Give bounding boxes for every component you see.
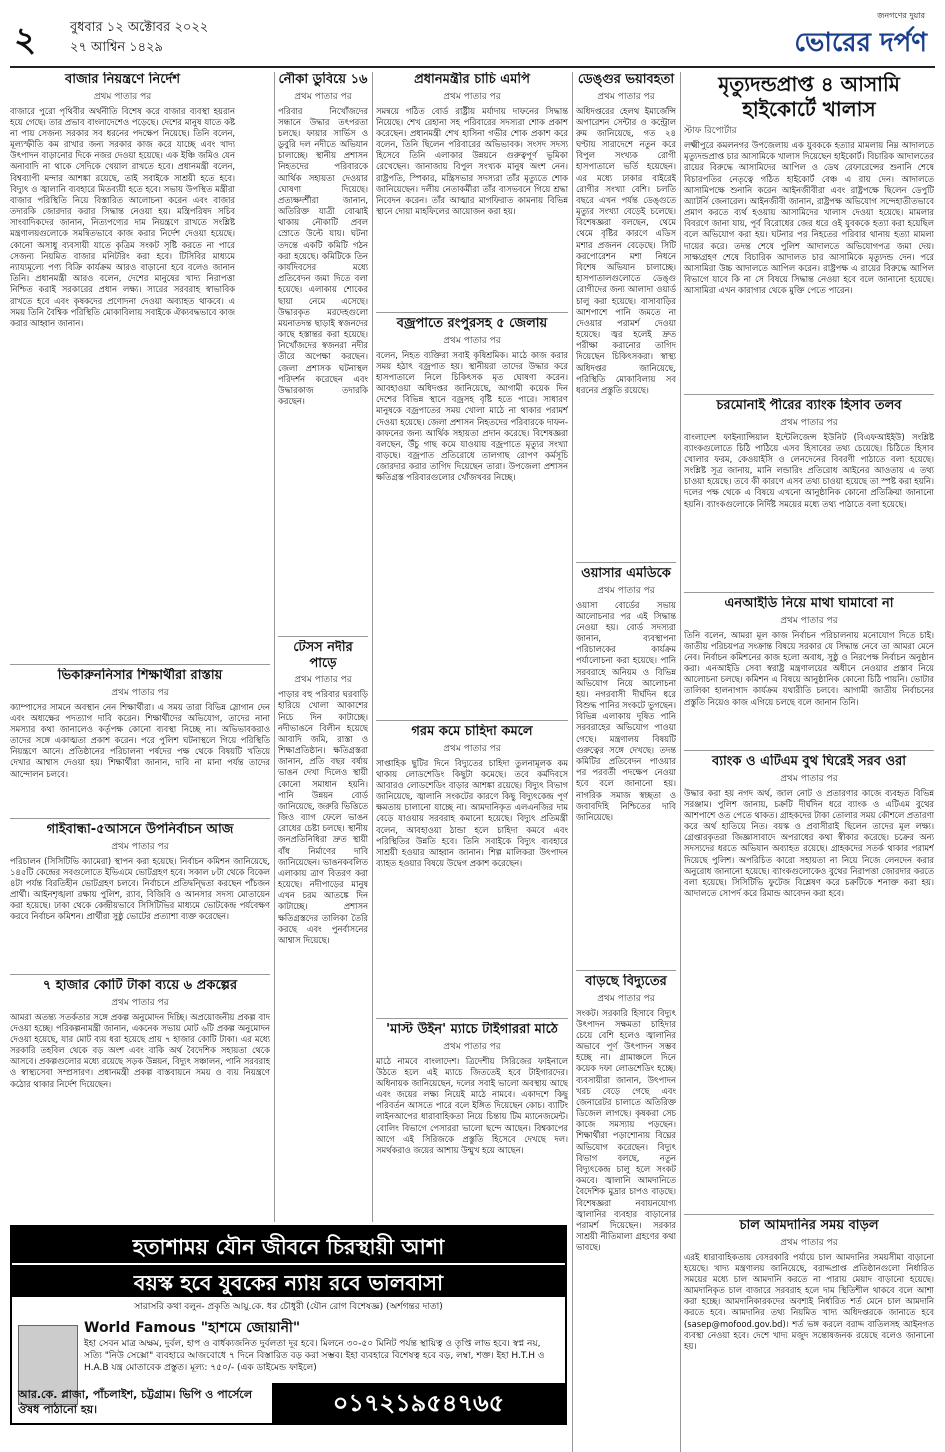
article-title: এনআইডি নিয়ে মাথা ঘামাবো না: [724, 596, 894, 611]
article-subtitle: প্রথম পাতার পর: [597, 91, 655, 102]
article-title: গরম কমে চাহিদা কমলে: [411, 724, 533, 739]
article-subtitle: প্রথম পাতার পর: [780, 615, 838, 626]
article-subtitle: স্টাফ রিপোর্টার: [684, 126, 737, 136]
article-subtitle: প্রথম পাতার পর: [443, 743, 501, 754]
article-body: সাপ্তাহিক ছুটির দিনে বিদ্যুতের চাহিদা তুলনামূলক কম থাকায় লোডশেডিং কিছুটা কমেছে। তবে কর্মদিবসে আবারও লোডশেডিং বাড়ার আশঙ্কা রয়েছে। বিদ্যুৎ বিভাগ জানিয়েছে, জ্বালানি সংকটের কারণে কিছু বিদ্যুৎকেন্দ্র পূর্ণ ক্ষমতায় চালানো যাচ্ছে না। আমদানিকৃত এলএনজির দাম বেড়ে যাওয়ায় সরবরাহ কমানো হয়েছে। বিদ্যুৎ প্রতিমন্ত্রী বলেন, আবহাওয়া ঠান্ডা হলে চাহিদা কমবে এবং পরিস্থিতির উন্নতি হবে। তিনি সবাইকে বিদ্যুৎ ব্যবহারে সাশ্রয়ী হওয়ার আহ্বান জানান। শিল্প মালিকরা উৎপাদন ব্যাহত হওয়ার বিষয়ে উদ্বেগ প্রকাশ করেছেন।: [376, 757, 568, 869]
article-subtitle: প্রথম পাতার পর: [294, 91, 352, 102]
article-subtitle: প্রথম পাতার পর: [780, 773, 838, 784]
article-subtitle: প্রথম পাতার পর: [443, 335, 501, 346]
article-subtitle: প্রথম পাতার পর: [780, 1237, 838, 1248]
article-bank: [684, 754, 934, 1210]
ad-phone: ০১৭২১৯৫৪৭৬৫: [272, 1383, 565, 1423]
article-body: ওয়াসা বোর্ডের সভায় আলোচনার পর এই সিদ্ধান্ত নেওয়া হয়। বোর্ড সদস্যরা জানান, ব্যবস্থাপনা পরিচালকের কার্যক্রম পর্যালোচনা করা হয়েছে। পানি সরবরাহে অনিয়ম ও বিভিন্ন অভিযোগ নিয়ে আলোচনা হয়। নগরবাসী দীর্ঘদিন ধরে বিশুদ্ধ পানির সংকটে ভুগছেন। বিভিন্ন এলাকায় দূষিত পানি সরবরাহের অভিযোগ পাওয়া গেছে। মন্ত্রণালয় বিষয়টি গুরুত্বের সঙ্গে দেখছে। তদন্ত কমিটির প্রতিবেদন পাওয়ার পর পরবর্তী পদক্ষেপ নেওয়া হবে বলে জানানো হয়। নাগরিক সমাজ স্বচ্ছতা ও জবাবদিহি নিশ্চিতের দাবি জানিয়েছে।: [576, 599, 676, 822]
article-nid: [684, 596, 934, 746]
article-title: গাইবান্ধা-৫আসনে উপনির্বাচন আজ: [46, 822, 234, 837]
article-pm: [376, 72, 568, 308]
article-title: ওয়াসার এমডিকে: [581, 566, 671, 581]
article-garom: [376, 724, 568, 1014]
article-title: ৭ হাজার কোটি টাকা ব্যয়ে ৬ প্রকল্পের: [42, 978, 238, 993]
newspaper-logo: ভোরের দর্পণ: [794, 28, 927, 58]
ad-headline-2: বয়স্ক হবে যুবকের ন্যায় রবে ভালবাসা: [12, 1263, 565, 1297]
article-bazar: [10, 72, 235, 664]
article-title: বাজার নিয়ন্ত্রণে নির্দেশ: [64, 72, 181, 87]
ad-body: [84, 1319, 554, 1374]
article-gaibandha: [10, 822, 270, 972]
article-title: 'মাস্ট উইন' ম্যাচে টাইগাররা মাঠে: [386, 1022, 558, 1037]
article-title: ব্যাংক ও এটিএম বুথ ঘিরেই সরব ওরা: [712, 754, 906, 769]
ad-address: আর.কে. প্লাজা, পাঁচলাইশ, চট্টগ্রাম। ভিপি ও পার্সেলে ঔষধ পাঠানো হয়।: [18, 1388, 253, 1417]
article-title: বাড়ছে বিদ্যুতের: [585, 974, 667, 989]
article-subtitle: প্রথম পাতার পর: [780, 417, 838, 428]
article-body: বলেন, নিহত ব্যক্তিরা সবাই কৃষিশ্রমিক। মাঠে কাজ করার সময় হঠাৎ বজ্রপাত হয়। স্থানীয়রা তাদের উদ্ধার করে হাসপাতালে নিলে চিকিৎসক মৃত ঘোষণা করেন। আবহাওয়া অধিদপ্তর জানিয়েছে, আগামী কয়েক দিন দেশের বিভিন্ন স্থানে বজ্রসহ বৃষ্টি হতে পারে। সাধারণ মানুষকে বজ্রপাতের সময় খোলা মাঠে না থাকার পরামর্শ দেওয়া হয়েছে। জেলা প্রশাসন নিহতদের পরিবারকে দাফন-কাফনের জন্য আর্থিক সহায়তা প্রদান করেছে। বিশেষজ্ঞরা বলছেন, উঁচু গাছ কমে যাওয়ায় বজ্রপাতে মৃত্যুর সংখ্যা বাড়ছে। বজ্রপাত প্রতিরোধে তালগাছ রোপণ কর্মসূচি জোরদার করার তাগিদ দিয়েছেন তারা। উপজেলা প্রশাসন ক্ষতিগ্রস্ত পরিবারগুলোর খোঁজখবর নিচ্ছে।: [376, 349, 568, 483]
article-body: অধিদপ্তরের হেলথ ইমার্জেন্সি অপারেশন সেন্টার ও কন্ট্রোল রুম জানিয়েছে, গত ২৪ ঘণ্টায় সারাদেশে নতুন করে বিপুল সংখ্যক রোগী হাসপাতালে ভর্তি হয়েছেন। এর মধ্যে ঢাকার বাইরেই রোগীর সংখ্যা বেশি। চলতি বছরে এখন পর্যন্ত ডেঙ্গুতে মৃত্যুর সংখ্যা বেড়েই চলেছে। বিশেষজ্ঞরা বলছেন, থেমে থেমে বৃষ্টির কারণে এডিস মশার প্রজনন বেড়েছে। সিটি করপোরেশন মশা নিধনে বিশেষ অভিযান চালাচ্ছে। হাসপাতালগুলোতে ডেঙ্গু রোগীদের জন্য আলাদা ওয়ার্ড চালু করা হয়েছে। বাসাবাড়ির আশপাশে পানি জমতে না দেওয়ার পরামর্শ দেওয়া হয়েছে। জ্বর হলেই দ্রুত পরীক্ষা করানোর তাগিদ দিয়েছেন চিকিৎসকরা। স্বাস্থ্য অধিদপ্তর জানিয়েছে, পরিস্থিতি মোকাবিলায় সব ধরনের প্রস্তুতি রয়েছে।: [576, 105, 676, 395]
page-number: ২: [14, 20, 37, 60]
article-title: ডেঙ্গুর ভয়াবহতা: [577, 72, 675, 87]
date-bengali: ২৭ আশ্বিন ১৪২৯: [70, 40, 163, 55]
article-title: ভিকারুননিসার শিক্ষার্থীরা রাস্তায়: [57, 668, 223, 683]
ad-tagline: সারাসরি কথা বলুন- প্রকৃতি আয়ু.কে. ধর চৌধুরী (যৌন রোগ বিশেষজ্ঞ) (অর্শগন্তর দাতা): [134, 1302, 443, 1312]
article-biddut: [576, 974, 676, 1444]
article-bhikkhuk: [10, 668, 270, 816]
article-body: পরিবার নিখোঁজদের সন্ধানে উদ্ধার তৎপরতা চলছে। ফায়ার সার্ভিস ও ডুবুরি দল নদীতে অভিযান চালাচ্ছে। স্থানীয় প্রশাসন নিহতদের পরিবারকে আর্থিক সহায়তা দেওয়ার ঘোষণা দিয়েছে। প্রত্যক্ষদর্শীরা জানান, অতিরিক্ত যাত্রী বোঝাই থাকায় নৌকাটি প্রবল স্রোতে উল্টে যায়। ঘটনা তদন্তে একটি কমিটি গঠন করা হয়েছে। কমিটিকে তিন কার্যদিবসের মধ্যে প্রতিবেদন জমা দিতে বলা হয়েছে। এলাকায় শোকের ছায়া নেমে এসেছে। উদ্ধারকৃত মরদেহগুলো ময়নাতদন্ত ছাড়াই স্বজনদের কাছে হস্তান্তর করা হয়েছে। নিখোঁজদের স্বজনরা নদীর তীরে অপেক্ষা করছেন। জেলা প্রশাসক ঘটনাস্থল পরিদর্শন করেছেন এবং উদ্ধারকাজ তদারকি করছেন।: [278, 105, 368, 407]
article-body: তিনি বলেন, আমরা মূল কাজ নির্বাচন পরিচালনায় মনোযোগ দিতে চাই। জাতীয় পরিচয়পত্র সংক্রান্ত বিষয়ে সরকার যে সিদ্ধান্ত নেবে তা আমরা মেনে নেব। নির্বাচন কমিশনের কাজ হলো অবাধ, সুষ্ঠু ও নিরপেক্ষ নির্বাচন অনুষ্ঠান করা। এনআইডি সেবা স্বরাষ্ট্র মন্ত্রণালয়ের অধীনে নেওয়ার প্রস্তাব নিয়ে আলোচনা চলছে। কমিশন এ বিষয়ে আনুষ্ঠানিক কোনো চিঠি পায়নি। ভোটার তালিকা হালনাগাদ কার্যক্রম যথারীতি চলবে। আগামী জাতীয় নির্বাচনের প্রস্তুতি নিয়েও কাজ এগিয়ে চলছে বলে জানান তিনি।: [684, 629, 934, 707]
article-subtitle: প্রথম পাতার পর: [111, 841, 169, 852]
article-title: চরমোনাই পীরের ব্যাংক হিসাব তলব: [716, 398, 902, 413]
article-wasa: [576, 566, 676, 966]
article-chal: [684, 1218, 934, 1444]
article-body: পাড়ার বহু পরিবার ঘরবাড়ি হারিয়ে খোলা আকাশের নিচে দিন কাটাচ্ছে। নদীভাঙনে বিলীন হয়েছে আবাদি জমি, রাস্তা ও শিক্ষাপ্রতিষ্ঠান। ক্ষতিগ্রস্তরা জানান, প্রতি বছর বর্ষায় ভাঙন দেখা দিলেও স্থায়ী কোনো সমাধান হয়নি। পানি উন্নয়ন বোর্ড জানিয়েছে, জরুরি ভিত্তিতে জিও ব্যাগ ফেলে ভাঙন রোধের চেষ্টা চলছে। স্থানীয় জনপ্রতিনিধিরা দ্রুত স্থায়ী বাঁধ নির্মাণের দাবি জানিয়েছেন। ভাঙনকবলিত এলাকায় ত্রাণ বিতরণ করা হয়েছে। নদীপাড়ের মানুষ এখন চরম আতঙ্কে দিন কাটাচ্ছে। প্রশাসন ক্ষতিগ্রস্তদের তালিকা তৈরি করছে এবং পুনর্বাসনের আশ্বাস দিয়েছে।: [278, 689, 368, 945]
date-gregorian: বুধবার ১২ অক্টোবর ২০২২: [70, 20, 209, 35]
article-subtitle: প্রথম পাতার পর: [93, 91, 152, 102]
ad-product-title: World Famous "হাশমে জোয়ানী": [84, 1320, 301, 1336]
article-body: বাংলাদেশ ফাইন্যান্সিয়াল ইন্টেলিজেন্স ইউনিট (বিএফআইইউ) সংশ্লিষ্ট ব্যাংকগুলোতে চিঠি পাঠিয়ে এসব হিসাবের তথ্য চেয়েছে। চিঠিতে হিসাব খোলার ফরম, কেওয়াইসি ও লেনদেনের বিবরণী পাঠাতে বলা হয়েছে। সংশ্লিষ্ট সূত্র জানায়, মানি লন্ডারিং প্রতিরোধ আইনের আওতায় এ তথ্য চাওয়া হয়েছে। তবে কী কারণে এসব তথ্য চাওয়া হয়েছে তা স্পষ্ট করা হয়নি। দলের পক্ষ থেকে এ বিষয়ে এখনো আনুষ্ঠানিক কোনো প্রতিক্রিয়া জানানো হয়নি। ব্যাংকগুলোকে নির্দিষ্ট সময়ের মধ্যে তথ্য পাঠাতে বলা হয়েছে।: [684, 431, 934, 509]
article-body: বাজারে পুরো পৃথিবীর অর্থনীতি বিশেষ করে বাজার ব্যবস্থা হয়রান হয়ে গেছে। তার প্রভাব বাংলাদেশেও পড়েছে। দেশের মানুষ যাতে কষ্ট না পায় সেজন্য সরকার সব ধরনের পদক্ষেপ নিয়েছে। তিনি বলেন, মূল্যস্ফীতি কম রাখার জন্য সরকার কাজ করে যাচ্ছে এবং খাদ্য উৎপাদন বাড়ানোর দিকে নজর দেওয়া হয়েছে। এক ইঞ্চি জমিও যেন অনাবাদি না থাকে সেদিকে খেয়াল রাখতে হবে। প্রধানমন্ত্রী বলেন, বিশ্বব্যাপী মন্দার আশঙ্কা রয়েছে, তাই সবাইকে সাশ্রয়ী হতে হবে। বিদ্যুৎ ও জ্বালানি ব্যবহারে মিতব্যয়ী হতে হবে। সভায় উপস্থিত মন্ত্রীরা বাজার পরিস্থিতি নিয়ে বিস্তারিত আলোচনা করেন এবং বাজার তদারকি জোরদার করার সিদ্ধান্ত নেওয়া হয়। মন্ত্রিপরিষদ সচিব সাংবাদিকদের জানান, নিত্যপণ্যের দাম নিয়ন্ত্রণে রাখতে সংশ্লিষ্ট মন্ত্রণালয়গুলোকে সমন্বিতভাবে কাজ করার নির্দেশ দেওয়া হয়েছে। কোনো অসাধু ব্যবসায়ী যাতে কৃত্রিম সংকট সৃষ্টি করতে না পারে সেজন্য নিয়মিত বাজার মনিটরিং করা হবে। টিসিবির মাধ্যমে ন্যায্যমূল্যে পণ্য বিক্রি কার্যক্রম আরও বাড়ানো হবে বলেও জানান তিনি। প্রধানমন্ত্রী আরও বলেন, দেশের মানুষের খাদ্য নিরাপত্তা নিশ্চিত করাই সরকারের প্রধান লক্ষ্য। সারের সরবরাহ স্বাভাবিক রাখতে হবে এবং কৃষকদের প্রণোদনা দেওয়া অব্যাহত থাকবে। এ সময় তিনি বৈশ্বিক পরিস্থিতি মোকাবিলায় সবাইকে ঐক্যবদ্ধভাবে কাজ করার আহ্বান জানান।: [10, 105, 235, 328]
article-saat: [10, 978, 270, 1220]
article-mrittu: [684, 72, 934, 390]
article-subtitle: প্রথম পাতার পর: [597, 585, 655, 596]
ad-footer: [12, 1383, 565, 1423]
article-nouka: [278, 72, 368, 632]
article-body: এরই ধারাবাহিকতায় বেসরকারি পর্যায়ে চাল আমদানির সময়সীমা বাড়ানো হয়েছে। খাদ্য মন্ত্রণালয় জানিয়েছে, বরাদ্দপ্রাপ্ত প্রতিষ্ঠানগুলো নির্ধারিত সময়ের মধ্যে চাল আমদানি করতে না পারায় মেয়াদ বাড়ানো হয়েছে। আমদানিকৃত চাল বাজারে সরবরাহ হলে দাম স্থিতিশীল থাকবে বলে আশা করা হচ্ছে। আমদানিকারকদের অবশ্যই নির্ধারিত শর্ত মেনে চাল আমদানি করতে হবে। আমদানির তথ্য নিয়মিত খাদ্য অধিদপ্তরকে জানাতে হবে (sasep@mofood.gov.bd)। শর্ত ভঙ্গ করলে বরাদ্দ বাতিলসহ আইনগত ব্যবস্থা নেওয়া হবে। দেশে খাদ্য মজুদ সন্তোষজনক রয়েছে বলেও জানানো হয়।: [684, 1251, 934, 1351]
article-title: নৌকা ডুবিয়ে ১৬: [278, 72, 368, 87]
article-teesta: [278, 640, 368, 1220]
article-bajrapat: [376, 316, 568, 716]
article-title: প্রধানমন্ত্রীর চাচি এমপি: [414, 72, 530, 87]
article-title: মৃত্যুদন্ডপ্রাপ্ত ৪ আসামি হাইকোর্টে খালাস: [718, 72, 900, 121]
brand-tagline: জনগণের দুয়ার: [877, 11, 925, 20]
article-body: সমন্বয়ে গঠিত বোর্ড রাষ্ট্রীয় মর্যাদায় দাফনের সিদ্ধান্ত নিয়েছে। শেখ রেহানা সহ পরিবারের সদস্যরা শোক প্রকাশ করেছেন। প্রধানমন্ত্রী শেখ হাসিনা গভীর শোক প্রকাশ করে বলেন, তিনি ছিলেন পরিবারের অভিভাবক। সংসদ সদস্য হিসেবে তিনি এলাকার উন্নয়নে গুরুত্বপূর্ণ ভূমিকা রেখেছেন। জানাজায় বিপুল সংখ্যক মানুষ অংশ নেন। রাষ্ট্রপতি, স্পিকার, মন্ত্রিসভার সদস্যরা তাঁর মৃত্যুতে শোক জানিয়েছেন। দলীয় নেতাকর্মীরা তাঁর বাসভবনে গিয়ে শ্রদ্ধা নিবেদন করেন। তাঁর আত্মার মাগফিরাত কামনায় বিভিন্ন স্থানে দোয়া মাহফিলের আয়োজন করা হয়।: [376, 105, 568, 217]
article-title: বজ্রপাতে রংপুরসহ ৫ জেলায়: [396, 316, 548, 331]
article-dengue: [576, 72, 676, 558]
article-cricket: [376, 1022, 568, 1220]
article-charmonai: [684, 398, 934, 588]
article-body: সংকট। সরকারি হিসাবে বিদ্যুৎ উৎপাদন সক্ষমতা চাহিদার চেয়ে বেশি হলেও জ্বালানির অভাবে পূর্ণ উৎপাদন সম্ভব হচ্ছে না। গ্রামাঞ্চলে দিনে কয়েক দফা লোডশেডিং হচ্ছে। ব্যবসায়ীরা জানান, উৎপাদন খরচ বেড়ে গেছে এবং জেনারেটর চালাতে অতিরিক্ত ডিজেল লাগছে। কৃষকরা সেচ কাজে সমস্যায় পড়ছেন। শিক্ষার্থীরা পড়াশোনায় বিঘ্নের অভিযোগ করেছেন। বিদ্যুৎ বিভাগ বলছে, নতুন বিদ্যুৎকেন্দ্র চালু হলে সংকট কমবে। জ্বালানি আমদানিতে বৈদেশিক মুদ্রার চাপও বাড়ছে। বিশেষজ্ঞরা নবায়নযোগ্য জ্বালানির ব্যবহার বাড়ানোর পরামর্শ দিয়েছেন। সরকার সাশ্রয়ী নীতিমালা গ্রহণের কথা ভাবছে।: [576, 1007, 676, 1253]
article-body: লক্ষ্মীপুরে কমলনগর উপজেলায় এক যুবককে হত্যার মামলায় নিম্ন আদালতে মৃত্যুদন্ডপ্রাপ্ত চার আসামিকে খালাস দিয়েছেন হাইকোর্ট। বিচারিক আদালতের রায়ের বিরুদ্ধে আসামিদের আপিল ও ডেথ রেফারেন্সের শুনানি শেষে বিচারপতির নেতৃত্বে গঠিত হাইকোর্ট বেঞ্চ এ রায় দেন। আদালতে আসামিপক্ষে শুনানি করেন আইনজীবীরা এবং রাষ্ট্রপক্ষে ছিলেন ডেপুটি অ্যাটর্নি জেনারেল। আইনজীবী জানান, রাষ্ট্রপক্ষ অভিযোগ সন্দেহাতীতভাবে প্রমাণ করতে ব্যর্থ হওয়ায় আসামিদের খালাস দেওয়া হয়েছে। মামলার বিবরণে জানা যায়, পূর্ব বিরোধের জের ধরে ওই যুবককে হত্যা করা হয়েছিল বলে অভিযোগ করা হয়। ঘটনার পর নিহতের পরিবার থানায় হত্যা মামলা দায়ের করে। তদন্ত শেষে পুলিশ আদালতে অভিযোগপত্র জমা দেয়। সাক্ষ্যগ্রহণ শেষে বিচারিক আদালত চার আসামিকে মৃত্যুদন্ড দেন। পরে আসামিরা উচ্চ আদালতে আপিল করেন। রাষ্ট্রপক্ষ এ রায়ের বিরুদ্ধে আপিল বিভাগে যাবে কি না সে বিষয়ে সিদ্ধান্ত নেওয়া হবে বলে জানানো হয়েছে। আসামিরা এখন কারাগার থেকে মুক্তি পেতে পারেন।: [684, 140, 934, 296]
article-body: ক্যাম্পাসের সামনে অবস্থান নেন শিক্ষার্থীরা। এ সময় তারা বিভিন্ন স্লোগান দেন এবং অধ্যক্ষের পদত্যাগ দাবি করেন। শিক্ষার্থীদের অভিযোগ, তাদের নানা সমস্যার কথা জানালেও কর্তৃপক্ষ কোনো ব্যবস্থা নিচ্ছে না। অভিভাবকরাও তাদের সঙ্গে একাত্মতা প্রকাশ করেন। পরে পুলিশ ঘটনাস্থলে গিয়ে পরিস্থিতি নিয়ন্ত্রণে আনে। প্রতিষ্ঠানের পরিচালনা পর্ষদের পক্ষ থেকে বিষয়টি খতিয়ে দেখার আশ্বাস দেওয়া হয়। শিক্ষার্থীরা জানান, দাবি না মানা পর্যন্ত তাদের আন্দোলন চলবে।: [10, 701, 270, 779]
article-subtitle: প্রথম পাতার পর: [111, 687, 169, 698]
article-subtitle: প্রথম পাতার পর: [443, 1041, 501, 1052]
article-title: চাল আমদানির সময় বাড়ল: [739, 1218, 879, 1233]
article-body: উদ্ধার করা হয় নগদ অর্থ, জাল নোট ও প্রতারণার কাজে ব্যবহৃত বিভিন্ন সরঞ্জাম। পুলিশ জানায়, চক্রটি দীর্ঘদিন ধরে ব্যাংক ও এটিএম বুথের আশপাশে ওত পেতে থাকত। গ্রাহকদের টাকা তোলার সময় কৌশলে প্রতারণা করে অর্থ হাতিয়ে নিত। বয়স্ক ও প্রবাসীরাই ছিলেন তাদের মূল লক্ষ্য। গ্রেপ্তারকৃতরা জিজ্ঞাসাবাদে অপরাধের কথা স্বীকার করেছে। চক্রের অন্য সদস্যদের ধরতে অভিযান অব্যাহত রয়েছে। গ্রাহকদের সতর্ক থাকার পরামর্শ দিয়েছে পুলিশ। অপরিচিত কারো সহায়তা না নিয়ে নিজে লেনদেন করার অনুরোধ জানানো হয়েছে। ব্যাংকগুলোকেও বুথের নিরাপত্তা জোরদার করতে বলা হয়েছে। সিসিটিভি ফুটেজ বিশ্লেষণ করে চক্রটিকে শনাক্ত করা হয়। আদালতে সোপর্দ করে রিমান্ড আবেদন করা হবে।: [684, 787, 934, 899]
article-body: মাঠে নামবে বাংলাদেশ। ত্রিদেশীয় সিরিজের ফাইনালে উঠতে হলে এই ম্যাচে জিততেই হবে টাইগারদের। অধিনায়ক জানিয়েছেন, দলের সবাই ভালো অবস্থায় আছে এবং জয়ের লক্ষ্য নিয়েই মাঠে নামবে। একাদশে কিছু পরিবর্তন আসতে পারে বলে ইঙ্গিত দিয়েছেন কোচ। ব্যাটিং লাইনআপের ধারাবাহিকতা নিয়ে চিন্তায় টিম ম্যানেজমেন্ট। বোলিং বিভাগে পেসাররা ভালো ছন্দে আছেন। বিশ্বকাপের আগে এই সিরিজকে প্রস্তুতি হিসেবে দেখছে দল। সমর্থকরাও জয়ের আশায় উন্মুখ হয়ে আছেন।: [376, 1055, 568, 1155]
ad-headline-1: হতাশাময় যৌন জীবনে চিরস্থায়ী আশা: [12, 1227, 565, 1263]
article-body: পরিচালন (সিসিটিভি ক্যামেরা) স্থাপন করা হয়েছে। নির্বাচন কমিশন জানিয়েছে, ১৪৫টি কেন্দ্রের সবগুলোতে ইভিএমে ভোটগ্রহণ হবে। সকাল ৮টা থেকে বিকেল ৪টা পর্যন্ত বিরতিহীন ভোটগ্রহণ চলবে। নির্বাচনে প্রতিদ্বন্দ্বিতা করছেন পাঁচজন প্রার্থী। আইনশৃঙ্খলা রক্ষায় পুলিশ, র‌্যাব, বিজিবি ও আনসার সদস্য মোতায়েন করা হয়েছে। ঢাকা থেকে কেন্দ্রীয়ভাবে সিসিটিভির মাধ্যমে ভোটকেন্দ্র পর্যবেক্ষণ করবে নির্বাচন কমিশন। প্রার্থীরা সুষ্ঠু ভোটের প্রত্যাশা ব্যক্ত করেছেন।: [10, 855, 270, 922]
article-body: আমরা অতন্ত্য সতর্কতার সঙ্গে প্রকল্প অনুমোদন দিচ্ছি। অপ্রয়োজনীয় প্রকল্প বাদ দেওয়া হচ্ছে। পরিকল্পনামন্ত্রী জানান, একনেক সভায় মোট ৬টি প্রকল্প অনুমোদন দেওয়া হয়েছে, যার মোট ব্যয় ধরা হয়েছে প্রায় ৭ হাজার কোটি টাকা। এর মধ্যে সরকারি তহবিল থেকে বড় অংশ এবং বাকি অর্থ বৈদেশিক সহায়তা থেকে আসবে। প্রকল্পগুলোর মধ্যে রয়েছে সড়ক উন্নয়ন, বিদ্যুৎ সঞ্চালন, পানি সরবরাহ ও স্বাস্থ্যসেবা সম্প্রসারণ। প্রধানমন্ত্রী প্রকল্প বাস্তবায়নে সময় ও ব্যয় নিয়ন্ত্রণে কঠোর থাকার নির্দেশ দিয়েছেন।: [10, 1011, 270, 1089]
article-subtitle: প্রথম পাতার পর: [294, 675, 352, 686]
article-subtitle: প্রথম পাতার পর: [443, 91, 501, 102]
article-subtitle: প্রথম পাতার পর: [111, 997, 169, 1008]
article-subtitle: প্রথম পাতার পর: [597, 993, 655, 1004]
ad-description: ইহা সেবন মাত্র অক্ষম, দুর্বল, হাপ ও বার্ধক্যজনিত দুর্বলতা দূর হবে। মিলনে ৩০-৫০ মিনিট পর্যন্ত স্থায়িত্ব ও তৃপ্তি লাভ হবে। স্বপ্ন নয়, সত্যি "নিউ সেক্সো" ব্যবহারে আজবোধে ৭ দিনে বিস্তারিত বড় করা সম্ভব। ইহা ব্যবহারে বিশেষত্ব হবে বড়, লম্বা, শক্ত। ইহা H.T.H ও H.A.B যন্ত্র মোতাবেক প্রস্তুত। মূল্য: ৭৫০/- (এক ডাইমেন্ড ফাইলে): [84, 1338, 545, 1374]
advertisement: [10, 1225, 567, 1425]
article-title: টেসস নদীর পাড়ে: [293, 640, 353, 671]
page-header: [10, 8, 935, 68]
